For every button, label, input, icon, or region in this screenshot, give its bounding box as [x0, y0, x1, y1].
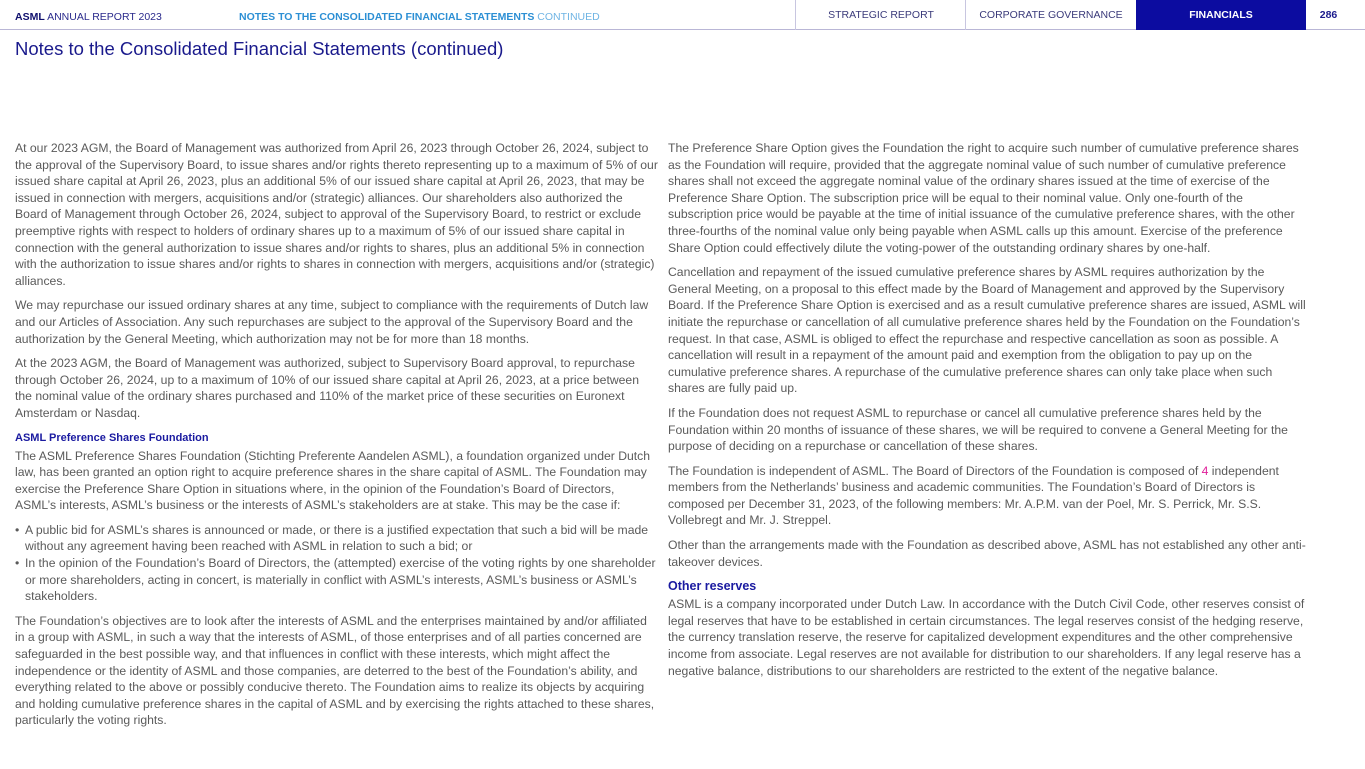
board-member-count: 4: [1201, 463, 1209, 478]
section-title-continued: CONTINUED: [534, 11, 600, 23]
paragraph-foundation-option-right: The ASML Preference Shares Foundation (Stichting Preferente Aandelen ASML), a foundation organized under Dutch law, has been granted an option right to acquire preference shares in the share capital of ASML. The Foundation may exercise the Preference Share Option in situations where, in the opinion of the Foundation’s Board of Directors, ASML’s interests, ASML’s business or the interests of ASML’s stakeholders are at stake. This may be the case if:: [15, 448, 651, 513]
subheading-preference-shares-foundation: ASML Preference Shares Foundation: [15, 431, 209, 444]
text-segment: The Foundation is independent of ASML. The Board of Directors of the Foundation is composed of: [668, 463, 1202, 478]
tab-strategic-report[interactable]: STRATEGIC REPORT: [795, 0, 966, 30]
left-column: [15, 140, 658, 737]
paragraph-foundation-independence: [668, 463, 1311, 529]
paragraph-agm-repurchase-authorization: At the 2023 AGM, the Board of Management was authorized, subject to Supervisory Board approval, to repurchase through October 26, 2024, up to a maximum of 10% of our issued share capital at April 26, 2023, at a price between the nominal value of the ordinary shares purchased and 110% of the market price of these securities on Euronext Amsterdam or Nasdaq.: [15, 356, 639, 420]
brand-report-label: ANNUAL REPORT 2023: [44, 11, 162, 23]
paragraph-general-meeting-requirement: If the Foundation does not request ASML to repurchase or cancel all cumulative preference shares held by the Foundation within 20 months of issuance of these shares, we will be required to convene a General Meeting for the purpose of deciding on a repurchase or cancellation of these shares.: [668, 405, 1288, 454]
section-title-bold: NOTES TO THE CONSOLIDATED FINANCIAL STATEMENTS: [239, 11, 535, 23]
bullet-list-exercise-conditions: [15, 522, 658, 605]
top-navigation-bar: [0, 0, 1365, 30]
brand-name: ASML: [15, 11, 45, 23]
text-segment: independent members from the Netherlands’ business and academic communities. The Foundation’s Board of Directors is composed per December 31, 2023, of the following members: Mr. A.P.M. van der Poel, Mr. S. Perrick, Mr. S.S. Vollebregt and Mr. J. Streppel.: [668, 463, 1279, 528]
paragraph-preference-share-option: The Preference Share Option gives the Foundation the right to acquire such number of cumulative preference shares as the Foundation will require, provided that the aggregate nominal value of such number of cumulative preference shares shall not exceed the aggregate nominal value of the ordinary shares issued at the time of exercise of the Preference Share Option. The subscription price will be equal to their nominal value. Only one-fourth of the subscription price would be payable at the time of initial issuance of the cumulative preference shares, with the other three-fourths of the nominal value only being payable when ASML calls up this amount. Exercise of the preference Share Option could effectively dilute the voting-power of the outstanding ordinary shares by one-half.: [668, 141, 1299, 255]
report-brand: [15, 11, 162, 23]
paragraph-share-issuance-authorization: At our 2023 AGM, the Board of Management was authorized from April 26, 2023 through October 26, 2024, subject to the approval of the Supervisory Board, to issue shares and/or rights thereto representing up to a maximum of 5% of our issued share capital at April 26, 2023, plus an additional 5% of our issued share capital at April 26, 2023, that may be issued in connection with mergers, acquisitions and/or (strategic) alliances. Our shareholders also authorized the Board of Management through October 26, 2024, subject to approval of the Supervisory Board, to restrict or exclude preemptive rights with respect to holders of ordinary shares up to a maximum of 5% of our issued share capital in connection with the general authorization to issue shares and/or rights to shares, plus an additional 5% in connection with the authorization to issue shares and/or rights to shares in connection with mergers, acquisitions and/or (strategic) alliances.: [15, 141, 658, 288]
list-item-text: In the opinion of the Foundation’s Board of Directors, the (attempted) exercise of the voting rights by one shareholder or more shareholders, acting in concert, is materially in conflict with ASML’s interests, ASML’s business or ASML’s stakeholders.: [25, 556, 656, 604]
paragraph-repurchase-policy: We may repurchase our issued ordinary shares at any time, subject to compliance with the requirements of Dutch law and our Articles of Association. Any such repurchases are subject to the approval of the Supervisory Board and the authorization by the General Meeting, which authorization may not be for more than 18 months.: [15, 298, 649, 346]
paragraph-cancellation-repayment: Cancellation and repayment of the issued cumulative preference shares by ASML requires authorization by the General Meeting, on a proposal to this effect made by the Board of Management and approved by the Supervisory Board. If the Preference Share Option is exercised and as a result cumulative preference shares are issued, ASML will initiate the repurchase or cancellation of all cumulative preference shares held by the Foundation on the Foundation’s request. In that case, ASML is obliged to effect the repurchase and respective cancellation as soon as possible. A cancellation will result in a repayment of the amount paid and exemption from the obligation to pay up on the cumulative preference shares. A repurchase of the cumulative preference shares can only take place when such shares are fully paid up.: [668, 265, 1306, 396]
subheading-other-reserves: Other reserves: [668, 579, 757, 594]
right-column: [668, 140, 1311, 687]
paragraph-foundation-objectives: The Foundation’s objectives are to look after the interests of ASML and the enterprises maintained by and/or affiliated in a group with ASML, in such a way that the interests of ASML, of those enterprises and of all parties concerned are safeguarded in the best possible way, and that influences in conflict with these interests, which might affect the independence or the identity of ASML and those companies, are deterred to the best of the Foundation’s ability, and everything related to the above or possibly conducive thereto. The Foundation aims to realize its objects by acquiring and holding cumulative preference shares in the capital of ASML and by exercising the rights attached to these shares, particularly the voting rights.: [15, 613, 655, 728]
paragraph-anti-takeover: Other than the arrangements made with the Foundation as described above, ASML has not established any other anti-takeover devices.: [668, 538, 1306, 569]
tab-corporate-governance[interactable]: CORPORATE GOVERNANCE: [965, 0, 1136, 30]
page-title: Notes to the Consolidated Financial Statements (continued): [15, 38, 504, 59]
paragraph-legal-reserves: ASML is a company incorporated under Dutch Law. In accordance with the Dutch Civil Code, other reserves consist of legal reserves that have to be established in certain circumstances. The legal reserves consist of the hedging reserve, the currency translation reserve, the reserve for capitalized development expenditures and the other comprehensive income from associate. Legal reserves are not available for distribution to our shareholders. If any legal reserve has a negative balance, distributions to our shareholders are restricted to the extent of the negative balance.: [668, 597, 1305, 678]
tab-financials[interactable]: FINANCIALS: [1136, 0, 1306, 30]
list-item: [15, 555, 658, 605]
running-section-title: [239, 11, 600, 23]
bullet-icon: •: [15, 556, 20, 571]
bullet-icon: •: [15, 522, 20, 537]
list-item: [15, 522, 658, 555]
page-number: 286: [1319, 9, 1338, 21]
list-item-text: A public bid for ASML’s shares is announced or made, or there is a justified expectation that such a bid will be made without any agreement having been reached with ASML in relation to such a bid; or: [25, 522, 649, 554]
